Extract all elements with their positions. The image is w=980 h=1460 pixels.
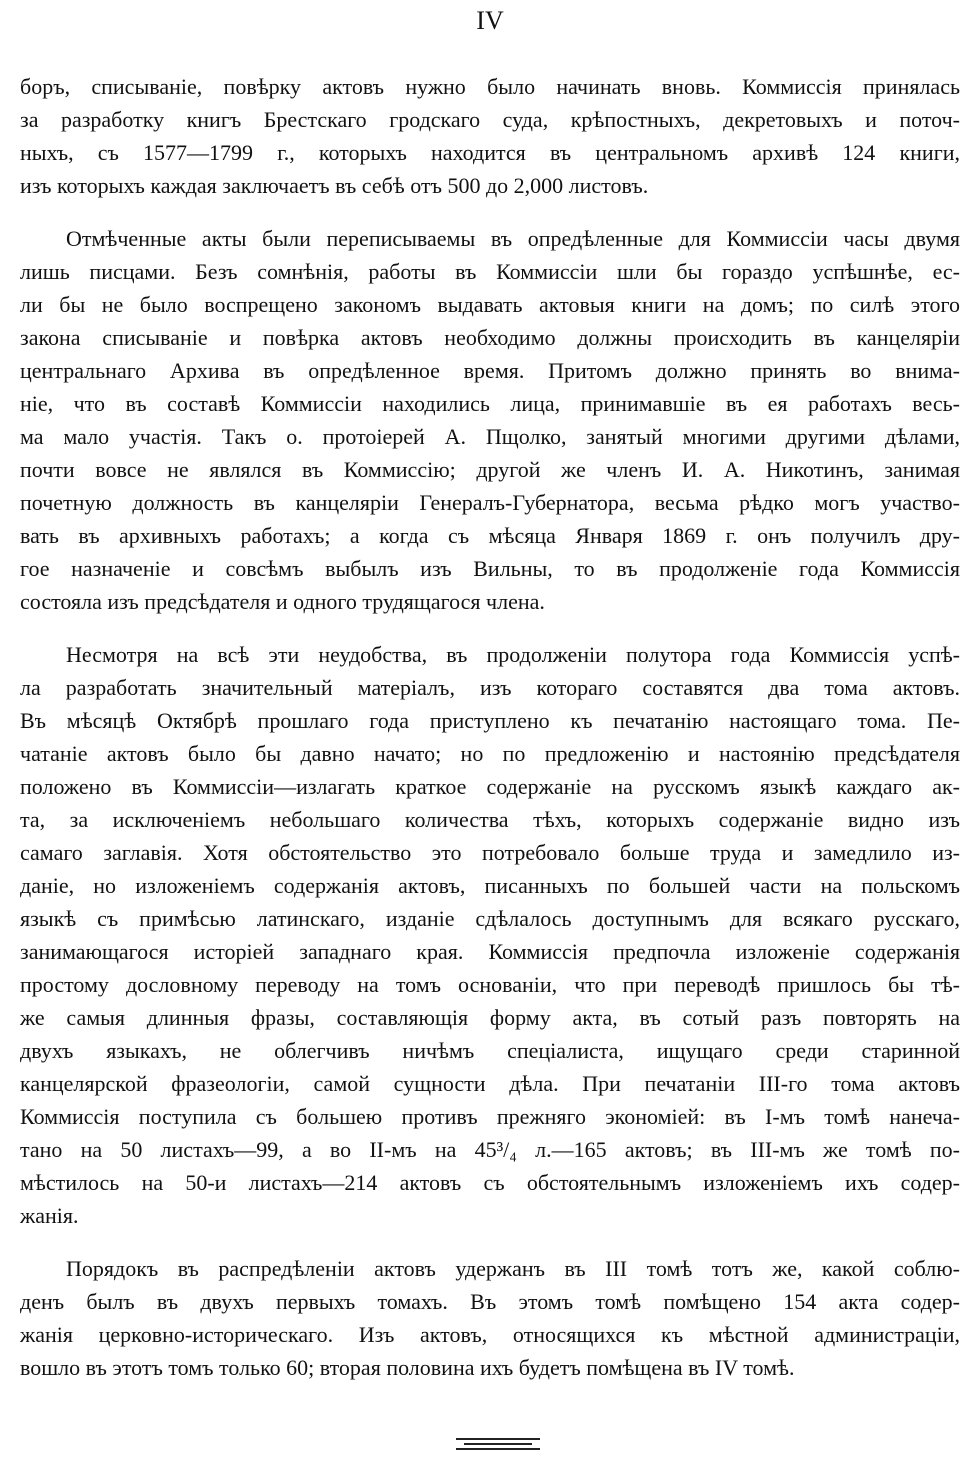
text-line: языкѣ съ примѣсью латинскаго, изданіе сдѣлалось доступнымъ для всякаго русскаго,	[20, 906, 960, 931]
paragraph	[20, 1252, 960, 1384]
text-line: вать въ архивныхъ работахъ; а когда съ мѣсяца Января 1869 г. онъ получилъ дру-	[20, 523, 960, 548]
text-line: Въ мѣсяцѣ Октябрѣ прошлаго года приступлено къ печатанію настоящаго тома. Пе-	[20, 708, 960, 733]
text-line: состояла изъ предсѣдателя и одного трудящагося члена.	[20, 589, 545, 614]
text-line: боръ, списываніе, повѣрку актовъ нужно было начинать вновь. Коммиссія принялась	[20, 74, 960, 99]
text-line: изъ которыхъ каждая заключаетъ въ себѣ отъ 500 до 2,000 листовъ.	[20, 173, 649, 198]
text-line: ли бы не было воспрещено закономъ выдавать актовыя книги на домъ; по силѣ этого	[20, 292, 960, 317]
paragraph	[20, 70, 960, 202]
text-line: тано на 50 листахъ—99, а во II-мъ на 45³/₄ л.—165 актовъ; въ III-мъ же томѣ по-	[20, 1137, 960, 1162]
body-text	[20, 70, 960, 1404]
text-line: закона списываніе и повѣрка актовъ необходимо должны происходить въ канцеляріи	[20, 325, 960, 350]
text-line: ніе, что въ составѣ Коммиссіи находились лица, принимавшіе въ ея работахъ весь-	[20, 391, 960, 416]
text-line: двухъ языкахъ, не облегчивъ ничѣмъ спеціалиста, ищущаго среди старинной	[20, 1038, 960, 1063]
text-line: та, за исключеніемъ небольшаго количества тѣхъ, которыхъ содержаніе видно изъ	[20, 807, 960, 832]
text-line: денъ былъ въ двухъ первыхъ томахъ. Въ этомъ томѣ помѣщено 154 акта содер-	[20, 1289, 960, 1314]
text-line: вошло въ этотъ томъ только 60; вторая половина ихъ будетъ помѣщена въ IV томѣ.	[20, 1355, 795, 1380]
page-number: IV	[476, 6, 504, 35]
end-ornament	[456, 1438, 540, 1453]
text-line: же самыя длинныя фразы, составляющія форму акта, въ сотый разъ повторять на	[20, 1005, 960, 1030]
text-line: мѣстилось на 50-и листахъ—214 актовъ съ обстоятельнымъ изложеніемъ ихъ содер-	[20, 1170, 960, 1195]
text-line: ныхъ, съ 1577—1799 г., которыхъ находится въ центральномъ архивѣ 124 книги,	[20, 140, 960, 165]
text-line: Отмѣченные акты были переписываемы въ опредѣленные для Коммиссіи часы двумя	[66, 226, 960, 251]
text-line: положено въ Коммиссіи—излагать краткое содержаніе на русскомъ языкѣ каждаго ак-	[20, 774, 960, 799]
text-line: почти вовсе не являлся въ Коммиссію; другой же членъ И. А. Никотинъ, занимая	[20, 457, 960, 482]
text-line: канцелярской фразеологіи, самой сущности дѣла. При печатаніи III-го тома актовъ	[20, 1071, 960, 1096]
text-line: занимающагося исторіей западнаго края. Коммиссія предпочла изложеніе содержанія	[20, 939, 960, 964]
text-line: почетную должность въ канцеляріи Генералъ-Губернатора, весьма рѣдко могъ участво-	[20, 490, 960, 515]
text-line: за разработку книгъ Брестскаго гродскаго суда, крѣпостныхъ, декретовыхъ и поточ-	[20, 107, 960, 132]
text-line: даніе, но изложеніемъ содержанія актовъ, писанныхъ по большей части на польскомъ	[20, 873, 960, 898]
text-line: лишь писцами. Безъ сомнѣнія, работы въ Коммиссіи шли бы гораздо успѣшнѣе, ес-	[20, 259, 960, 284]
text-line: чатаніе актовъ было бы давно начато; но по предложенію и настоянію предсѣдателя	[20, 741, 960, 766]
paragraph	[20, 638, 960, 1232]
text-line: Коммиссія поступила съ большею противъ прежняго экономіей: въ I-мъ томѣ нанеча-	[20, 1104, 960, 1129]
text-line: центральнаго Архива въ опредѣленное время. Притомъ должно принять во внима-	[20, 358, 960, 383]
text-line: Порядокъ въ распредѣленіи актовъ удержанъ въ III томѣ тотъ же, какой соблю-	[66, 1256, 960, 1281]
text-line: ма мало участія. Такъ о. протоіерей А. Пщолко, занятый многими другими дѣлами,	[20, 424, 960, 449]
text-line: Несмотря на всѣ эти неудобства, въ продолженіи полутора года Коммиссія успѣ-	[66, 642, 960, 667]
text-line: жанія церковно-историческаго. Изъ актовъ, относящихся къ мѣстной администраціи,	[20, 1322, 960, 1347]
paragraph	[20, 222, 960, 618]
text-line: жанія.	[20, 1203, 79, 1228]
text-line: самаго заглавія. Хотя обстоятельство это потребовало больше труда и замедлило из-	[20, 840, 960, 865]
text-line: ла разработать значительный матеріалъ, изъ котораго составятся два тома актовъ.	[20, 675, 960, 700]
text-line: гое назначеніе и совсѣмъ выбылъ изъ Вильны, то въ продолженіе года Коммиссія	[20, 556, 960, 581]
text-line: простому дословному переводу на томъ основаніи, что при переводѣ пришлось бы тѣ-	[20, 972, 960, 997]
